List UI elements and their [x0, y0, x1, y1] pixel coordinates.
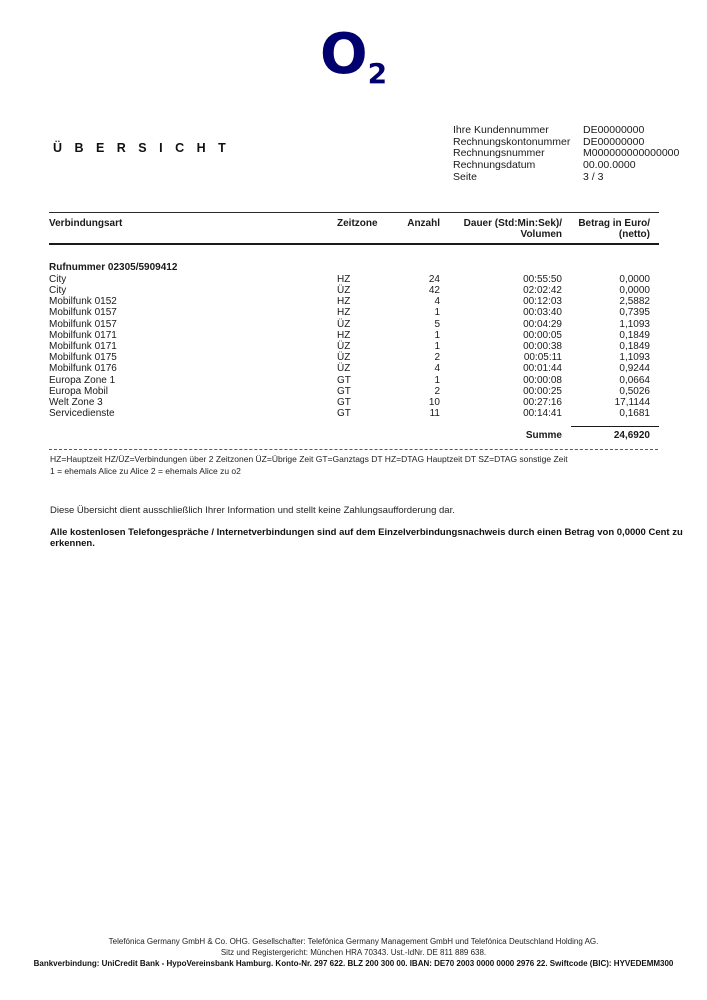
table-row — [49, 363, 659, 374]
cell-zeitzone: HZ — [337, 329, 351, 341]
invoice-info-row — [453, 125, 707, 137]
column-header-dauer-line2: Volumen — [520, 229, 562, 240]
cell-anzahl: 2 — [434, 352, 440, 364]
cell-dauer: 00:27:16 — [523, 396, 562, 408]
o2-logo-subscript: 2 — [367, 57, 388, 90]
invoice-info-value: DE00000000 — [583, 135, 645, 148]
invoice-info-label: Rechnungskontonummer — [453, 135, 571, 148]
cell-dauer: 00:55:50 — [523, 273, 562, 285]
table-row — [49, 285, 659, 296]
cell-verbindungsart: Europa Mobil — [49, 385, 108, 397]
table-row — [49, 375, 659, 386]
column-header-anzahl: Anzahl — [407, 218, 440, 229]
column-header-verbindungsart: Verbindungsart — [49, 218, 123, 229]
dashed-divider — [49, 449, 658, 450]
column-header-zeitzone: Zeitzone — [337, 218, 378, 229]
cell-dauer: 00:04:29 — [523, 318, 562, 330]
cell-zeitzone: ÜZ — [337, 363, 351, 375]
cell-betrag: 0,0000 — [619, 273, 650, 285]
cell-zeitzone: GT — [337, 385, 351, 397]
column-header-dauer — [449, 218, 571, 240]
total-value: 24,6920 — [571, 426, 659, 441]
cell-betrag: 0,5026 — [619, 385, 650, 397]
table-row — [49, 319, 659, 330]
cell-zeitzone: HZ — [337, 307, 351, 319]
cell-zeitzone: HZ — [337, 296, 351, 308]
cell-verbindungsart: Mobilfunk 0157 — [49, 318, 117, 330]
legend-line-1: HZ=Hauptzeit HZ/ÜZ=Verbindungen über 2 Zeitzonen ÜZ=Übrige Zeit GT=Ganztags DT HZ=DTAG Hauptzeit DT SZ=DTAG sonstige Zeit — [50, 454, 568, 464]
cell-betrag: 1,1093 — [619, 352, 650, 364]
cell-betrag: 0,1849 — [619, 329, 650, 341]
cell-verbindungsart: Mobilfunk 0157 — [49, 307, 117, 319]
table-row — [49, 341, 659, 352]
cell-verbindungsart: Mobilfunk 0152 — [49, 296, 117, 308]
invoice-info-row — [453, 160, 707, 172]
cell-betrag: 0,0664 — [619, 374, 650, 386]
cell-zeitzone: GT — [337, 408, 351, 420]
cell-zeitzone: GT — [337, 374, 351, 386]
cell-anzahl: 24 — [428, 273, 440, 285]
footer-bank-line: Bankverbindung: UniCredit Bank - HypoVereinsbank Hamburg. Konto-Nr. 297 622. BLZ 200 300 00. IBAN: DE70 2003 0000 0000 2976 22. Swiftcode (BIC): HYVEDEMM300 — [33, 958, 674, 968]
total-label: Summe — [525, 430, 562, 442]
legend-line-2: 1 = ehemals Alice zu Alice 2 = ehemals Alice zu o2 — [50, 466, 241, 476]
cell-verbindungsart: Welt Zone 3 — [49, 396, 103, 408]
company-footer — [0, 937, 707, 969]
invoice-info-label: Seite — [453, 170, 477, 183]
cell-anzahl: 42 — [428, 284, 440, 296]
o2-logo-letter: O — [319, 22, 368, 87]
cell-anzahl: 11 — [429, 408, 440, 420]
cell-anzahl: 1 — [434, 307, 440, 319]
invoice-info-block — [453, 125, 707, 184]
cell-zeitzone: ÜZ — [337, 284, 351, 296]
footer-company-line: Telefónica Germany GmbH & Co. OHG. Gesellschafter: Telefónica Germany Management GmbH und Telefónica Deutschland Holding AG. — [108, 937, 599, 946]
table-row — [49, 408, 659, 419]
cell-dauer: 00:00:25 — [523, 385, 562, 397]
table-row — [49, 274, 659, 285]
cell-zeitzone: HZ — [337, 273, 351, 285]
cell-zeitzone: ÜZ — [337, 340, 351, 352]
cell-anzahl: 10 — [428, 396, 440, 408]
cell-verbindungsart: Mobilfunk 0176 — [49, 363, 117, 375]
cell-anzahl: 4 — [434, 296, 440, 308]
cell-betrag: 2,5882 — [619, 296, 650, 308]
cell-anzahl: 2 — [434, 385, 440, 397]
cell-dauer: 00:14:41 — [523, 408, 562, 420]
table-header-row — [49, 212, 659, 245]
invoice-info-label: Ihre Kundennummer — [453, 124, 549, 136]
invoice-info-value: M000000000000000 — [583, 147, 680, 160]
cell-anzahl: 1 — [434, 329, 440, 341]
invoice-info-value: DE00000000 — [583, 124, 645, 136]
cell-betrag: 0,1681 — [619, 408, 650, 420]
table-row — [49, 330, 659, 341]
cell-betrag: 1,1093 — [619, 318, 650, 330]
cell-zeitzone: ÜZ — [337, 318, 351, 330]
table-row — [49, 296, 659, 307]
cell-verbindungsart: City — [49, 284, 67, 296]
cell-verbindungsart: City — [49, 273, 67, 285]
cell-verbindungsart: Servicedienste — [49, 408, 115, 420]
total-row — [49, 430, 659, 441]
cell-verbindungsart: Mobilfunk 0175 — [49, 352, 117, 364]
cell-verbindungsart: Europa Zone 1 — [49, 374, 116, 386]
cell-betrag: 0,0000 — [619, 284, 650, 296]
cell-dauer: 00:00:05 — [523, 329, 562, 341]
table-row — [49, 307, 659, 318]
cell-zeitzone: GT — [337, 396, 351, 408]
invoice-info-row — [453, 172, 707, 184]
invoice-info-label: Rechnungsnummer — [453, 147, 545, 160]
invoice-info-value: 3 / 3 — [583, 170, 604, 183]
column-header-betrag — [571, 218, 659, 240]
cell-betrag: 17,1144 — [614, 396, 650, 408]
cell-dauer: 00:12:03 — [523, 296, 562, 308]
cell-dauer: 00:05:11 — [523, 352, 562, 364]
cell-verbindungsart: Mobilfunk 0171 — [49, 329, 117, 341]
legend-footnotes — [50, 453, 568, 477]
column-header-dauer-line1: Dauer (Std:Min:Sek)/ — [463, 218, 562, 229]
cell-dauer: 00:00:38 — [523, 340, 562, 352]
information-note: Diese Übersicht dient ausschließlich Ihrer Information und stellt keine Zahlungsaufforderung dar. — [50, 505, 455, 516]
footer-registry-line: Sitz und Registergericht: München HRA 70343. Ust.-IdNr. DE 811 889 638. — [220, 947, 487, 957]
cell-anzahl: 1 — [434, 340, 440, 352]
cell-verbindungsart: Mobilfunk 0171 — [49, 340, 117, 352]
cell-dauer: 00:00:08 — [523, 374, 562, 386]
table-body — [49, 274, 659, 420]
o2-logo — [0, 22, 707, 90]
cell-dauer: 02:02:42 — [523, 284, 562, 296]
cell-betrag: 0,1849 — [619, 340, 650, 352]
column-header-betrag-line1: Betrag in Euro/ — [578, 218, 650, 229]
free-calls-note: Alle kostenlosen Telefongespräche / Internetverbindungen sind auf dem Einzelverbindungsnachweis durch einen Betrag von 0,0000 Cent zu erkennen. — [50, 527, 683, 549]
invoice-info-label: Rechnungsdatum — [453, 159, 536, 172]
cell-zeitzone: ÜZ — [337, 352, 351, 364]
cell-betrag: 0,7395 — [619, 307, 650, 319]
invoice-info-value: 00.00.0000 — [583, 159, 636, 172]
phone-number-group-title: Rufnummer 02305/5909412 — [49, 262, 178, 273]
table-row — [49, 397, 659, 408]
cell-dauer: 00:01:44 — [523, 363, 562, 375]
cell-betrag: 0,9244 — [619, 363, 650, 375]
table-row — [49, 386, 659, 397]
column-header-betrag-line2: (netto) — [618, 229, 650, 240]
cell-anzahl: 1 — [434, 374, 440, 386]
table-row — [49, 352, 659, 363]
connections-table — [49, 212, 659, 441]
cell-anzahl: 4 — [434, 363, 440, 375]
cell-anzahl: 5 — [434, 318, 440, 330]
page-title: Ü B E R S I C H T — [53, 141, 231, 155]
cell-dauer: 00:03:40 — [523, 307, 562, 319]
